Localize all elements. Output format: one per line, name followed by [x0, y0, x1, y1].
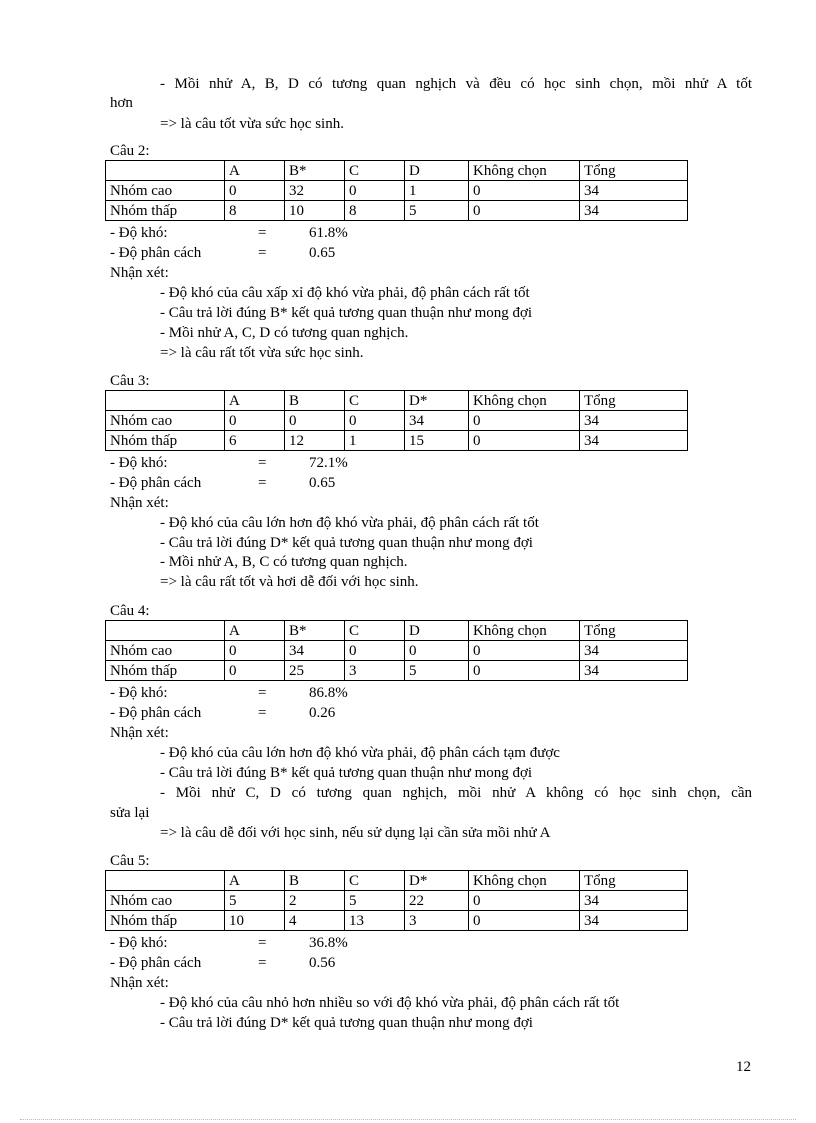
- table-cell: 5: [405, 661, 469, 681]
- table-cell: 34: [580, 891, 688, 911]
- table-header-cell: D*: [405, 871, 469, 891]
- table-cell: 0: [345, 411, 405, 431]
- question-table: [105, 390, 688, 451]
- table-row: [106, 661, 688, 681]
- table-cell: 25: [285, 661, 345, 681]
- table-cell: Nhóm thấp: [106, 431, 225, 451]
- table-header-row: [106, 161, 688, 181]
- question-title: Câu 5:: [110, 853, 150, 869]
- equals-sign: =: [258, 225, 267, 241]
- table-cell: 34: [580, 181, 688, 201]
- difficulty-value: 72.1%: [309, 455, 348, 471]
- table-header-cell: B: [285, 871, 345, 891]
- table-cell: 34: [405, 411, 469, 431]
- discrimination-value: 0.26: [309, 705, 336, 721]
- table-row: [106, 181, 688, 201]
- question-title: Câu 3:: [110, 373, 150, 389]
- equals-sign: =: [258, 935, 267, 951]
- table-header-cell: Tổng: [580, 621, 688, 641]
- comment-line: - Độ khó của câu xấp xỉ độ khó vừa phải, độ phân cách rất tốt: [160, 285, 530, 301]
- comment-line: - Mồi nhử A, B, C có tương quan nghịch.: [160, 554, 408, 570]
- equals-sign: =: [258, 475, 267, 491]
- table-cell: Nhóm thấp: [106, 201, 225, 221]
- difficulty-value: 86.8%: [309, 685, 348, 701]
- table-header-cell: D: [405, 161, 469, 181]
- comment-heading: Nhận xét:: [110, 265, 169, 281]
- table-cell: 0: [469, 411, 580, 431]
- table-cell: 0: [225, 661, 285, 681]
- table-header-cell: A: [225, 391, 285, 411]
- discrimination-value: 0.56: [309, 955, 336, 971]
- table-cell: 34: [580, 201, 688, 221]
- equals-sign: =: [258, 455, 267, 471]
- table-cell: 0: [469, 641, 580, 661]
- question-title: Câu 4:: [110, 603, 150, 619]
- comment-line: - Độ khó của câu lớn hơn độ khó vừa phải, độ phân cách rất tốt: [160, 515, 539, 531]
- page-bottom-rule: [20, 1119, 796, 1120]
- table-cell: Nhóm cao: [106, 641, 225, 661]
- table-cell: 22: [405, 891, 469, 911]
- table-header-cell: C: [345, 161, 405, 181]
- table-cell: 3: [405, 911, 469, 931]
- table-cell: 34: [580, 641, 688, 661]
- table-header-cell: B*: [285, 621, 345, 641]
- table-header-cell: [106, 871, 225, 891]
- table-cell: 0: [225, 641, 285, 661]
- table-cell: 34: [580, 661, 688, 681]
- page-number: 12: [736, 1059, 751, 1075]
- table-cell: 8: [345, 201, 405, 221]
- table-header-cell: B*: [285, 161, 345, 181]
- table-cell: 34: [580, 911, 688, 931]
- table-cell: 0: [469, 431, 580, 451]
- comment-conclusion: => là câu rất tốt và hơi dễ đối với học sinh.: [160, 574, 419, 590]
- table-cell: 0: [469, 891, 580, 911]
- table-header-cell: [106, 161, 225, 181]
- intro-conclusion: => là câu tốt vừa sức học sinh.: [160, 116, 344, 132]
- table-header-cell: [106, 621, 225, 641]
- table-cell: 34: [580, 411, 688, 431]
- table-row: [106, 411, 688, 431]
- equals-sign: =: [258, 955, 267, 971]
- table-cell: 0: [469, 181, 580, 201]
- table-header-cell: D: [405, 621, 469, 641]
- comment-heading: Nhận xét:: [110, 725, 169, 741]
- table-cell: 0: [469, 661, 580, 681]
- table-header-cell: C: [345, 871, 405, 891]
- table-cell: 34: [580, 431, 688, 451]
- table-cell: 10: [285, 201, 345, 221]
- table-header-cell: Tổng: [580, 871, 688, 891]
- table-header-cell: Không chọn: [469, 161, 580, 181]
- table-header-cell: A: [225, 161, 285, 181]
- table-cell: Nhóm cao: [106, 891, 225, 911]
- table-cell: Nhóm cao: [106, 411, 225, 431]
- equals-sign: =: [258, 245, 267, 261]
- table-cell: 2: [285, 891, 345, 911]
- equals-sign: =: [258, 685, 267, 701]
- table-header-row: [106, 391, 688, 411]
- table-cell: 3: [345, 661, 405, 681]
- table-header-row: [106, 871, 688, 891]
- table-row: [106, 431, 688, 451]
- comment-line: - Mồi nhử C, D có tương quan nghịch, mồi nhử A không có học sinh chọn, cần: [160, 785, 752, 801]
- table-cell: 34: [285, 641, 345, 661]
- discrimination-label: - Độ phân cách: [110, 475, 202, 491]
- table-cell: 6: [225, 431, 285, 451]
- comment-line: - Câu trả lời đúng B* kết quả tương quan thuận như mong đợi: [160, 765, 533, 781]
- intro-line-1: - Mồi nhử A, B, D có tương quan nghịch và đều có học sinh chọn, mồi nhử A tốt: [160, 76, 752, 92]
- comment-conclusion: => là câu dễ đối với học sinh, nếu sử dụng lại cần sửa mồi nhử A: [160, 825, 551, 841]
- table-cell: Nhóm thấp: [106, 911, 225, 931]
- table-cell: 8: [225, 201, 285, 221]
- table-cell: 0: [285, 411, 345, 431]
- question-title: Câu 2:: [110, 143, 150, 159]
- comment-line: - Câu trả lời đúng D* kết quả tương quan thuận như mong đợi: [160, 535, 533, 551]
- comment-line: - Độ khó của câu lớn hơn độ khó vừa phải, độ phân cách tạm được: [160, 745, 560, 761]
- comment-line: - Mồi nhử A, C, D có tương quan nghịch.: [160, 325, 409, 341]
- table-header-cell: Không chọn: [469, 391, 580, 411]
- table-header-row: [106, 621, 688, 641]
- table-cell: 0: [225, 411, 285, 431]
- table-cell: 0: [469, 201, 580, 221]
- comment-line: - Câu trả lời đúng B* kết quả tương quan thuận như mong đợi: [160, 305, 533, 321]
- table-header-cell: Không chọn: [469, 621, 580, 641]
- discrimination-value: 0.65: [309, 245, 336, 261]
- equals-sign: =: [258, 705, 267, 721]
- table-cell: 32: [285, 181, 345, 201]
- table-cell: 13: [345, 911, 405, 931]
- table-cell: 5: [405, 201, 469, 221]
- discrimination-label: - Độ phân cách: [110, 245, 202, 261]
- comment-line: - Câu trả lời đúng D* kết quả tương quan thuận như mong đợi: [160, 1015, 533, 1031]
- table-cell: 0: [345, 181, 405, 201]
- table-cell: 0: [405, 641, 469, 661]
- comment-heading: Nhận xét:: [110, 495, 169, 511]
- comment-conclusion: => là câu rất tốt vừa sức học sinh.: [160, 345, 364, 361]
- table-cell: 15: [405, 431, 469, 451]
- table-header-cell: A: [225, 621, 285, 641]
- table-header-cell: A: [225, 871, 285, 891]
- table-cell: Nhóm thấp: [106, 661, 225, 681]
- table-cell: 10: [225, 911, 285, 931]
- difficulty-label: - Độ khó:: [110, 455, 168, 471]
- comment-line: sửa lại: [110, 805, 150, 821]
- difficulty-value: 36.8%: [309, 935, 348, 951]
- table-cell: Nhóm cao: [106, 181, 225, 201]
- difficulty-label: - Độ khó:: [110, 935, 168, 951]
- table-cell: 4: [285, 911, 345, 931]
- table-header-cell: Tổng: [580, 161, 688, 181]
- intro-line-2: hơn: [110, 95, 133, 111]
- table-row: [106, 911, 688, 931]
- table-header-cell: [106, 391, 225, 411]
- table-cell: 5: [225, 891, 285, 911]
- table-cell: 0: [469, 911, 580, 931]
- table-cell: 12: [285, 431, 345, 451]
- question-table: [105, 870, 688, 931]
- table-cell: 0: [225, 181, 285, 201]
- discrimination-label: - Độ phân cách: [110, 955, 202, 971]
- table-cell: 5: [345, 891, 405, 911]
- discrimination-value: 0.65: [309, 475, 336, 491]
- table-header-cell: D*: [405, 391, 469, 411]
- discrimination-label: - Độ phân cách: [110, 705, 202, 721]
- table-cell: 1: [345, 431, 405, 451]
- table-header-cell: Tổng: [580, 391, 688, 411]
- difficulty-label: - Độ khó:: [110, 685, 168, 701]
- difficulty-label: - Độ khó:: [110, 225, 168, 241]
- table-header-cell: C: [345, 391, 405, 411]
- comment-line: - Độ khó của câu nhỏ hơn nhiều so với độ khó vừa phải, độ phân cách rất tốt: [160, 995, 620, 1011]
- table-cell: 0: [345, 641, 405, 661]
- comment-heading: Nhận xét:: [110, 975, 169, 991]
- table-cell: 1: [405, 181, 469, 201]
- question-table: [105, 160, 688, 221]
- difficulty-value: 61.8%: [309, 225, 348, 241]
- table-header-cell: Không chọn: [469, 871, 580, 891]
- question-table: [105, 620, 688, 681]
- table-row: [106, 201, 688, 221]
- table-row: [106, 641, 688, 661]
- table-row: [106, 891, 688, 911]
- table-header-cell: B: [285, 391, 345, 411]
- table-header-cell: C: [345, 621, 405, 641]
